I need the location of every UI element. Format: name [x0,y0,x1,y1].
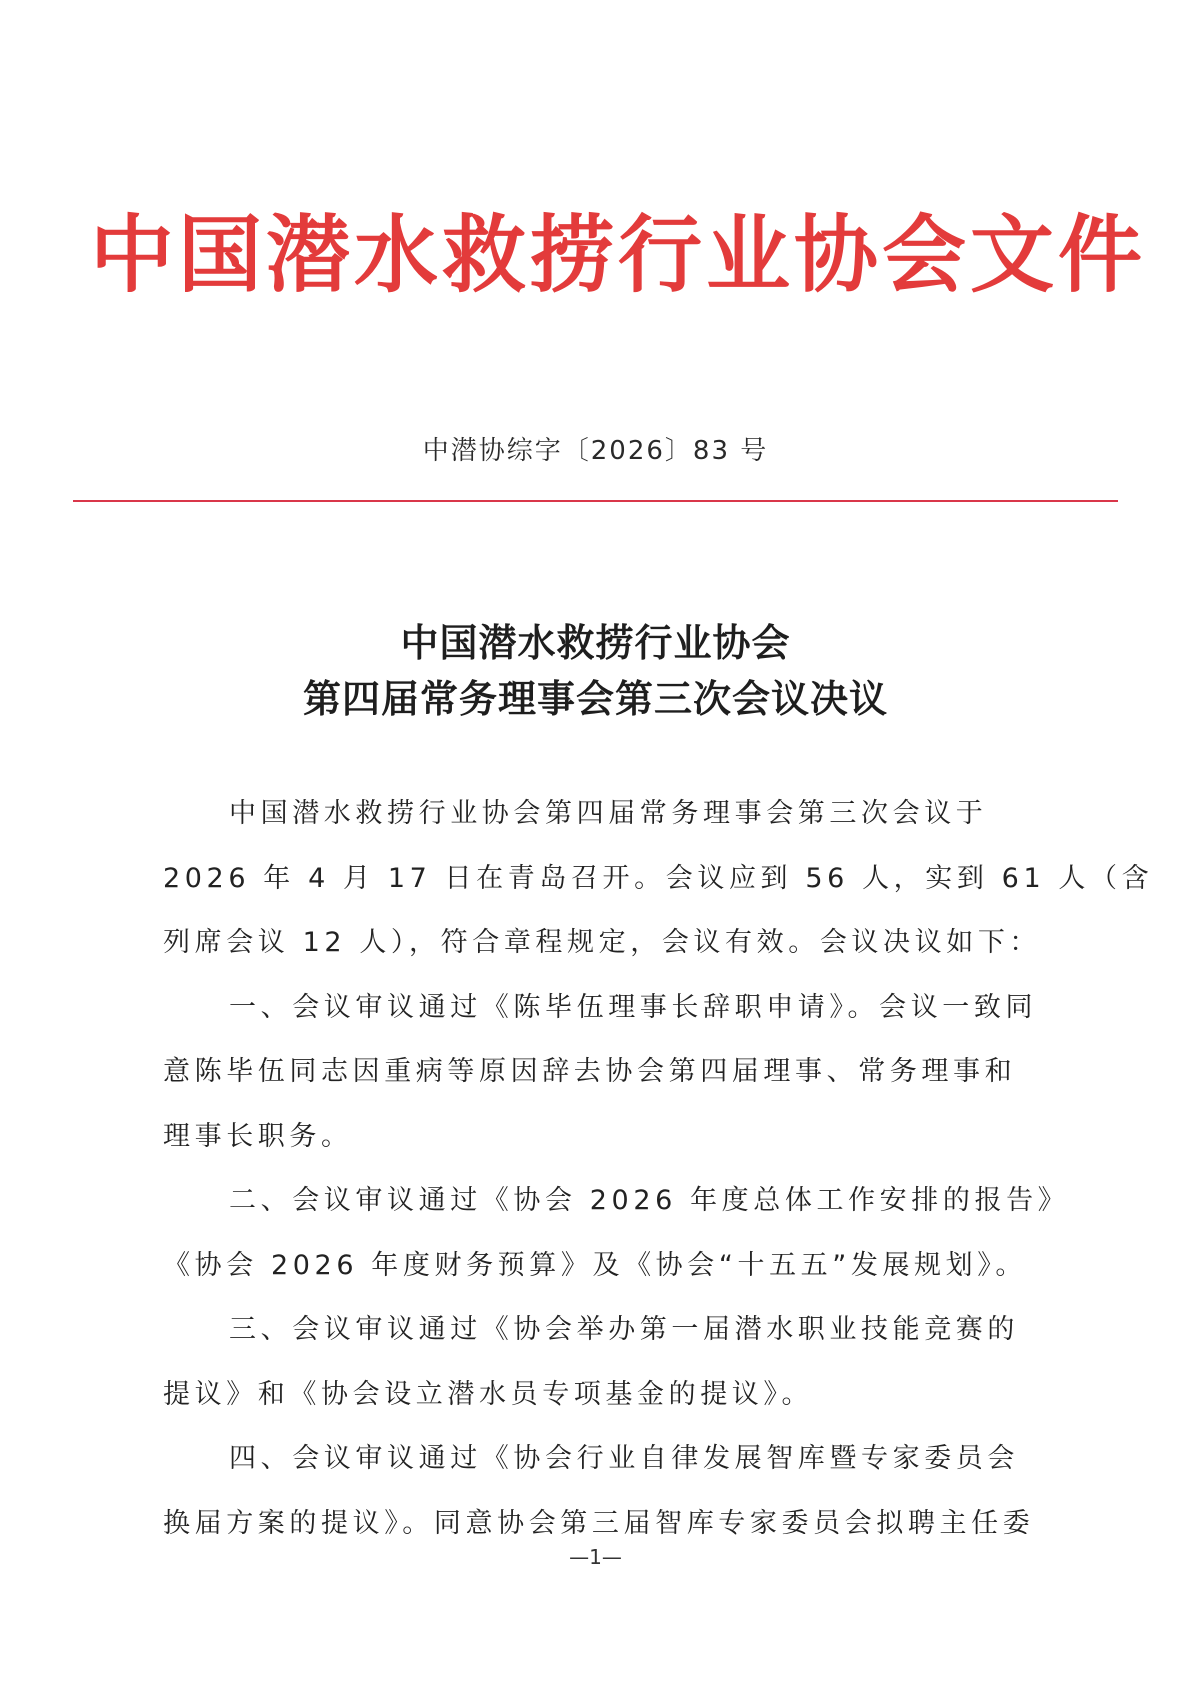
red-header-title: 中国潜水救捞行业协会文件 [90,205,1147,304]
body-line: 三、会议审议通过《协会举办第一届潜水职业技能竞赛的 [229,1314,1019,1345]
body-line: 换届方案的提议》。同意协会第三届智库专家委员会拟聘主任委 [163,1507,1035,1539]
body-line: 2026 年 4 月 17 日在青岛召开。会议应到 56 人，实到 61 人（含 [163,862,1154,894]
resolution-title-line-1: 中国潜水救捞行业协会 [400,620,791,665]
red-divider-rule [73,500,1118,502]
resolution-title-line-2: 第四届常务理事会第三次会议决议 [302,676,888,721]
body-line: 一、会议审议通过《陈毕伍理事长辞职申请》。会议一致同 [229,991,1038,1023]
body-line: 二、会议审议通过《协会 2026 年度总体工作安排的报告》 [229,1185,1070,1216]
body-line: 意陈毕伍同志因重病等原因辞去协会第四届理事、常务理事和 [163,1056,1017,1087]
body-line: 中国潜水救捞行业协会第四届常务理事会第三次会议于 [229,798,988,829]
document-number: 中潜协综字〔2026〕83 号 [422,436,769,466]
body-line: 《协会 2026 年度财务预算》及《协会“十五五”发展规划》。 [163,1249,1027,1281]
resolution-body [163,782,1154,1556]
body-line: 列席会议 12 人），符合章程规定，会议有效。会议决议如下： [163,927,1042,958]
body-line: 提议》和《协会设立潜水员专项基金的提议》。 [163,1378,814,1410]
body-line: 理事长职务。 [163,1120,353,1152]
page-number: —1— [569,1545,622,1569]
body-line: 四、会议审议通过《协会行业自律发展智库暨专家委员会 [229,1443,1019,1474]
